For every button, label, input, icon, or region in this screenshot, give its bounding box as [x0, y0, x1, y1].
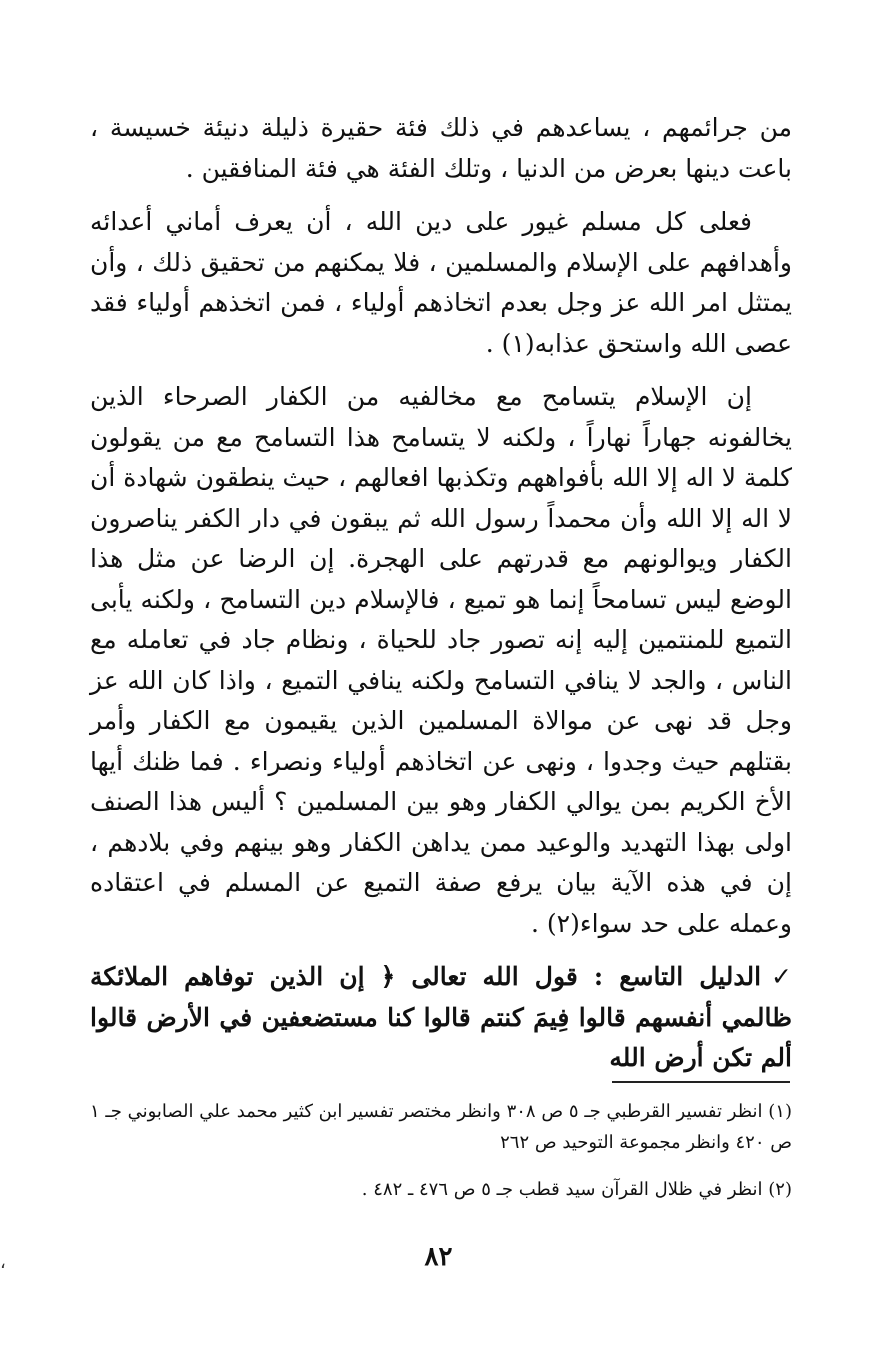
paragraph-3: إن الإسلام يتسامح مع مخالفيه من الكفار الصرحاء الذين يخالفونه جهاراً نهاراً ، ولكنه لا يتسامح هذا التسامح مع من يقولون كلمة لا اله إلا الله بأفواههم وتكذبها افعالهم ، حيث ينطقون شهادة أن لا اله إلا الله وأن محمداً رسول الله ثم يبقون في دار الكفر يناصرون الكفار ويوالونهم مع قدرتهم على الهجرة. إن الرضا عن مثل هذا الوضع ليس تسامحاً إنما هو تميع ، فالإسلام دين التسامح ، ولكنه يأبى التميع للمنتمين إليه إنه تصور جاد للحياة ، ونظام جاد في تعامله مع الناس ، والجد لا ينافي التسامح ولكنه ينافي التميع ، واذا كان الله عز وجل قد نهى عن موالاة المسلمين الذين يقيمون مع الكفار وأمر بقتلهم حيث وجدوا ، ونهى عن اتخاذهم أولياء ونصراء . فما ظنك أيها الأخ الكريم بمن يوالي الكفار وهو بين المسلمين ؟ أليس هذا الصنف اولى بهذا التهديد والوعيد ممن يداهن الكفار وهو بينهم وفي بلادهم ، إن في هذه الآية بيان يرفع صفة التميع عن المسلم في اعتقاده وعمله على حد سواء(٢) . [90, 382, 792, 938]
paragraph-2: فعلى كل مسلم غيور على دين الله ، أن يعرف أماني أعدائه وأهدافهم على الإسلام والمسلمين ، فلا يمكنهم من تحقيق ذلك ، وأن يمتثل امر الله عز وجل بعدم اتخاذهم أولياء ، فمن اتخذهم أولياء فقد عصى الله واستحق عذابه(١) . [90, 207, 792, 358]
footnotes [90, 1096, 792, 1221]
page-body [90, 108, 792, 1079]
page-number: ٨٢ [424, 1242, 453, 1272]
margin-mark: ، [0, 1252, 6, 1273]
footnote-2: (٢) انظر في ظلال القرآن سيد قطب جـ ٥ ص ٤٧٦ ـ ٤٨٢ . [361, 1179, 792, 1200]
evidence-paragraph [90, 957, 792, 1079]
evidence-text: الدليل التاسع : قول الله تعالى ﴿ إن الذين توفاهم الملائكة ظالمي أنفسهم قالوا فِيمَ كنتم قالوا كنا مستضعفين في الأرض قالوا ألم تكن أرض الله [90, 962, 793, 1072]
paragraph-1: من جرائمهم ، يساعدهم في ذلك فئة حقيرة ذليلة دنيئة خسيسة ، باعت دينها بعرض من الدنيا ، وتلك الفئة هي فئة المنافقين . [90, 113, 792, 183]
footnote-separator [612, 1081, 790, 1083]
check-mark-icon: ✓ [771, 962, 792, 991]
footnote-1: (١) انظر تفسير القرطبي جـ ٥ ص ٣٠٨ وانظر مختصر تفسير ابن كثير محمد علي الصابوني جـ ١ ص ٤٢٠ وانظر مجموعة التوحيد ص ٢٦٢ [90, 1101, 792, 1153]
